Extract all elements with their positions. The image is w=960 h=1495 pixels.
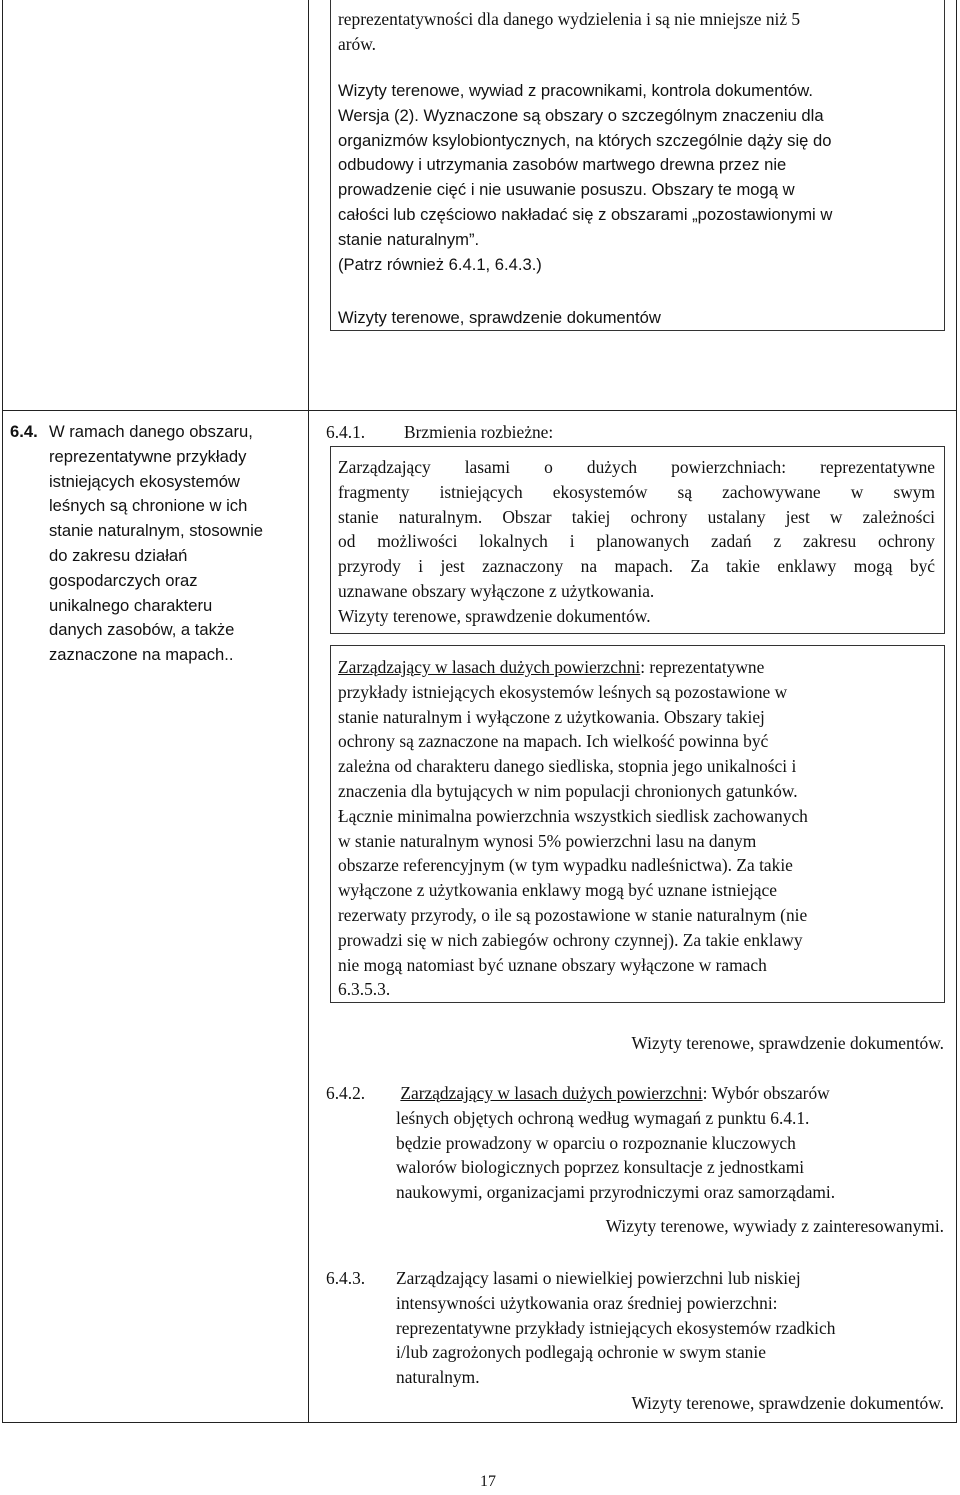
text-line: Wersja (2). Wyznaczone są obszary o szczególnym znaczeniu dla xyxy=(338,105,824,125)
s641-box-1-text xyxy=(338,455,935,629)
text-line: walorów biologicznych poprzez konsultacje z jednostkami xyxy=(396,1157,805,1178)
text-line: leśnych są chronione w ich xyxy=(49,496,248,516)
text-line: 6.3.5.3. xyxy=(338,979,391,1000)
text-line: do zakresu działań xyxy=(49,545,188,565)
table-left-border xyxy=(2,0,3,1423)
s641-box-2-text xyxy=(338,655,808,1002)
text-line xyxy=(338,655,808,680)
s643-text xyxy=(396,1266,835,1390)
text-line: W ramach danego obszaru, xyxy=(49,422,253,441)
text-line: stanie naturalnym, stosownie xyxy=(49,521,263,541)
text-line: przyrody i jest zaznaczony na mapach. Za takie enklawy mogą być xyxy=(338,556,935,577)
text-line: reprezentatywne przykłady istniejących ekosystemów rzadkich xyxy=(396,1317,836,1338)
text-line: rezerwaty przyrody, o ile są pozostawione w stanie naturalnym (nie xyxy=(338,904,808,925)
text-line: naturalnym. xyxy=(396,1367,480,1388)
text-line: uznawane obszary wyłączone z użytkowania. xyxy=(338,580,655,601)
s641-heading: Brzmienia rozbieżne: xyxy=(404,422,554,442)
s642-text xyxy=(396,1081,835,1205)
top-lines-a xyxy=(338,7,800,57)
table-right-border xyxy=(956,0,957,1423)
top-lines-b xyxy=(338,79,832,277)
text-line: Zarządzający lasami o niewielkiej powierzchni lub niskiej xyxy=(396,1268,801,1288)
top-verification: Wizyty terenowe, sprawdzenie dokumentów xyxy=(338,308,661,327)
text-line: i/lub zagrożonych podlegają ochronie w swym stanie xyxy=(396,1342,766,1363)
s641-number: 6.4.1. xyxy=(326,422,366,442)
text-line: Wizyty terenowe, sprawdzenie dokumentów. xyxy=(338,605,651,626)
text-line: reprezentatywności dla danego wydzielenia i są nie mniejsze niż 5 xyxy=(338,9,801,29)
table-center-border xyxy=(308,0,309,1423)
text-line: znaczenia dla bytujących w nim populacji chronionych gatunków. xyxy=(338,780,798,801)
text-line: przykłady istniejących ekosystemów leśnych są pozostawione w xyxy=(338,681,788,702)
s641-verification: Wizyty terenowe, sprawdzenie dokumentów. xyxy=(631,1033,944,1053)
text-line: stanie naturalnym”. xyxy=(338,229,480,249)
text-line: prowadzenie cięć i nie usuwanie posuszu. Obszary te mogą w xyxy=(338,180,795,200)
text-line: zależna od charakteru danego siedliska, stopnia jego unikalności i xyxy=(338,756,797,777)
text-line: danych zasobów, a także xyxy=(49,620,235,640)
text-line: całości lub częściowo nakładać się z obszarami „pozostawionymi w xyxy=(338,204,833,224)
text-line: Łącznie minimalna powierzchnia wszystkich siedlisk zachowanych xyxy=(338,805,808,826)
text-line: istniejących ekosystemów xyxy=(49,471,240,491)
criterion-text xyxy=(49,420,263,668)
table-row-divider xyxy=(2,410,957,411)
text-line: zaznaczone na mapach.. xyxy=(49,645,234,665)
page-number: 17 xyxy=(480,1473,496,1490)
text-line: nie mogą natomiast być uznane obszary wyłączone w ramach xyxy=(338,954,767,975)
s642-number: 6.4.2. xyxy=(326,1083,366,1103)
text-line: Wizyty terenowe, wywiad z pracownikami, kontrola dokumentów. xyxy=(338,81,813,100)
s643-number: 6.4.3. xyxy=(326,1268,366,1288)
text-line: prowadzi się w nich zabiegów ochrony czynnej). Za takie enklawy xyxy=(338,929,803,950)
underlined-manager-label: Zarządzający w lasach dużych powierzchni xyxy=(400,1083,703,1103)
text-line: leśnych objętych ochroną według wymagań z punktu 6.4.1. xyxy=(396,1107,810,1128)
text-line: Zarządzający lasami o dużych powierzchniach: reprezentatywne xyxy=(338,457,935,477)
text-line: fragmenty istniejących ekosystemów są zachowywane w swym xyxy=(338,481,935,502)
text-line: gospodarczych oraz xyxy=(49,570,198,590)
text-line: wyłączone z użytkowania enklawy mogą być uznane istniejące xyxy=(338,880,777,901)
text-line: unikalnego charakteru xyxy=(49,595,213,615)
text-line: stanie naturalnym. Obszar takiej ochrony ustalany jest w zależności xyxy=(338,506,935,527)
text-line: odbudowy i utrzymania zasobów martwego drewna przez nie xyxy=(338,155,787,175)
text-line xyxy=(396,1081,835,1106)
text-line: ochrony są zaznaczone na mapach. Ich wielkość powinna być xyxy=(338,731,769,752)
text-line: obszarze referencyjnym (w tym wypadku nadleśnictwa). Za takie xyxy=(338,855,793,876)
text-line: w stanie naturalnym wynosi 5% powierzchni lasu na danym xyxy=(338,830,757,851)
text-line: (Patrz również 6.4.1, 6.4.3.) xyxy=(338,254,542,274)
criterion-number: 6.4. xyxy=(10,422,38,441)
text-line: będzie prowadzony w oparciu o rozpoznanie kluczowych xyxy=(396,1132,796,1153)
text-line: reprezentatywne przykłady xyxy=(49,446,247,466)
text-line: organizmów ksylobiontycznych, na których szczególnie dąży się do xyxy=(338,130,832,150)
text-span: : reprezentatywne xyxy=(640,657,765,677)
text-line: od możliwości lokalnych i planowanych zadań z zakresu ochrony xyxy=(338,531,935,552)
text-line: naukowymi, organizacjami przyrodniczymi oraz samorządami. xyxy=(396,1182,836,1203)
underlined-manager-label: Zarządzający w lasach dużych powierzchni xyxy=(338,657,641,677)
s643-verification: Wizyty terenowe, sprawdzenie dokumentów. xyxy=(631,1393,944,1413)
text-span: : Wybór obszarów xyxy=(702,1083,830,1103)
text-line: intensywności użytkowania oraz średniej powierzchni: xyxy=(396,1292,778,1313)
s642-verification: Wizyty terenowe, wywiady z zainteresowanymi. xyxy=(605,1216,944,1236)
text-line: stanie naturalnym i wyłączone z użytkowania. Obszary takiej xyxy=(338,706,765,727)
table-bottom-border xyxy=(2,1422,957,1423)
text-line: arów. xyxy=(338,33,376,54)
